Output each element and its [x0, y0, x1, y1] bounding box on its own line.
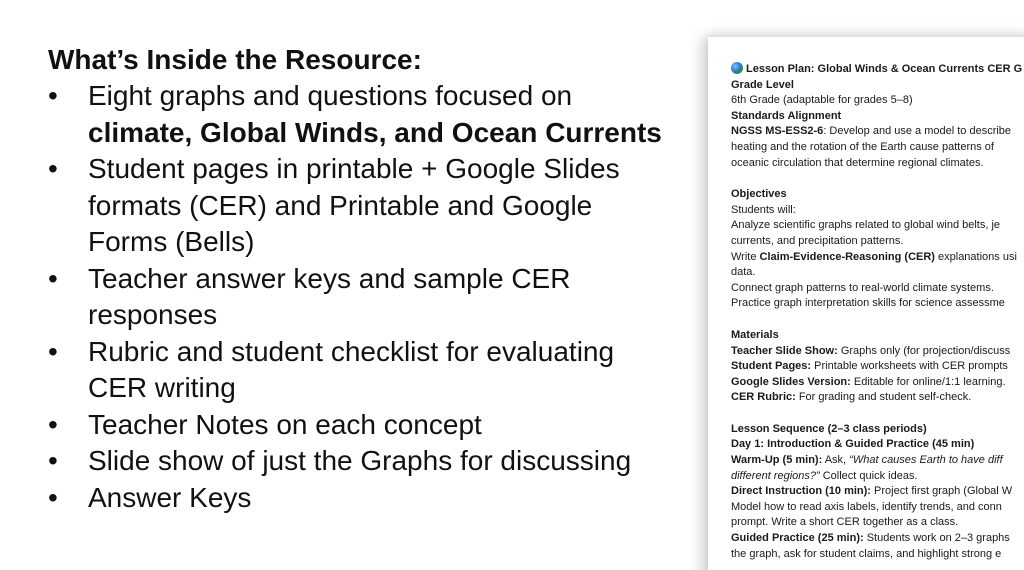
doc-title: Lesson Plan: Global Winds & Ocean Currents CER G	[746, 63, 1023, 75]
bullet-text: Eight graphs and questions focused on	[88, 80, 573, 111]
material-1: Teacher Slide Show: Graphs only (for projection/discuss	[731, 344, 1011, 357]
objectives-intro: Students will:	[731, 203, 796, 216]
globe-icon	[731, 62, 743, 74]
lesson-plan-document	[731, 62, 1024, 562]
standards-line-3: oceanic circulation that determine regional climates.	[731, 156, 984, 169]
spacer	[731, 312, 1024, 328]
objective-3: Connect graph patterns to real-world climate systems.	[731, 281, 994, 294]
objective-1-line-2: currents, and precipitation patterns.	[731, 234, 904, 247]
resource-bullet-item	[48, 407, 678, 444]
direct-instruction-line-1: Direct Instruction (10 min): Project first graph (Global W	[731, 485, 1013, 498]
material-3: Google Slides Version: Editable for online/1:1 learning.	[731, 375, 1006, 388]
resource-bullet-item	[48, 480, 678, 517]
objectives-heading: Objectives	[731, 188, 787, 201]
spacer	[731, 171, 1024, 187]
resource-bullet-item	[48, 78, 678, 151]
warmup-line-1: Warm-Up (5 min): Ask, “What causes Earth to have diff	[731, 454, 1003, 467]
bullet-bold-text: climate, Global Winds, and Ocean Currents	[88, 116, 662, 148]
resource-heading: What’s Inside the Resource:	[48, 44, 422, 75]
doc-title-line	[731, 62, 1024, 78]
grade-text: 6th Grade (adaptable for grades 5–8)	[731, 94, 913, 107]
day1-heading: Day 1: Introduction & Guided Practice (45 min)	[731, 438, 975, 451]
objective-1-line-1: Analyze scientific graphs related to global wind belts, je	[731, 219, 1001, 232]
bullet-text: Answer Keys	[88, 481, 252, 513]
standards-line-2: heating and the rotation of the Earth cause patterns of	[731, 140, 994, 153]
spacer	[731, 406, 1024, 422]
bullet-text: Slide show of just the Graphs for discussing	[88, 445, 632, 476]
resource-bullet-item	[48, 443, 678, 480]
standards-line-1: NGSS MS-ESS2-6: Develop and use a model to describe	[731, 125, 1012, 138]
resource-bullet-list	[48, 78, 678, 516]
direct-instruction-line-2: Model how to read axis labels, identify trends, and conn	[731, 500, 1002, 513]
direct-instruction-line-3: prompt. Write a short CER together as a class.	[731, 516, 959, 529]
sequence-heading: Lesson Sequence (2–3 class periods)	[731, 422, 927, 435]
resource-bullet-item	[48, 334, 678, 407]
objective-4: Practice graph interpretation skills for science assessme	[731, 297, 1005, 310]
grade-heading: Grade Level	[731, 78, 794, 91]
guided-practice-line-2: the graph, ask for student claims, and highlight strong e	[731, 547, 1002, 560]
bullet-text: Student pages in printable + Google Slides formats (CER) and Printable and Google Forms (Bells)	[88, 153, 620, 257]
resource-bullet-item	[48, 151, 678, 261]
material-2: Student Pages: Printable worksheets with CER prompts	[731, 360, 1008, 373]
standards-heading: Standards Alignment	[731, 109, 842, 122]
objective-2-line-2: data.	[731, 266, 756, 279]
resource-bullet-item	[48, 261, 678, 334]
warmup-line-2: different regions?” Collect quick ideas.	[731, 469, 918, 482]
material-4: CER Rubric: For grading and student self-check.	[731, 391, 972, 404]
resource-contents-panel	[48, 42, 678, 516]
guided-practice-line-1: Guided Practice (25 min): Students work on 2–3 graphs	[731, 532, 1010, 545]
bullet-text: Teacher Notes on each concept	[88, 408, 482, 440]
bullet-text: Teacher answer keys and sample CER responses	[88, 262, 571, 330]
bullet-text: Rubric and student checklist for evaluating CER writing	[88, 335, 615, 403]
objective-2-line-1: Write Claim-Evidence-Reasoning (CER) explanations usi	[731, 250, 1017, 263]
materials-heading: Materials	[731, 328, 779, 341]
